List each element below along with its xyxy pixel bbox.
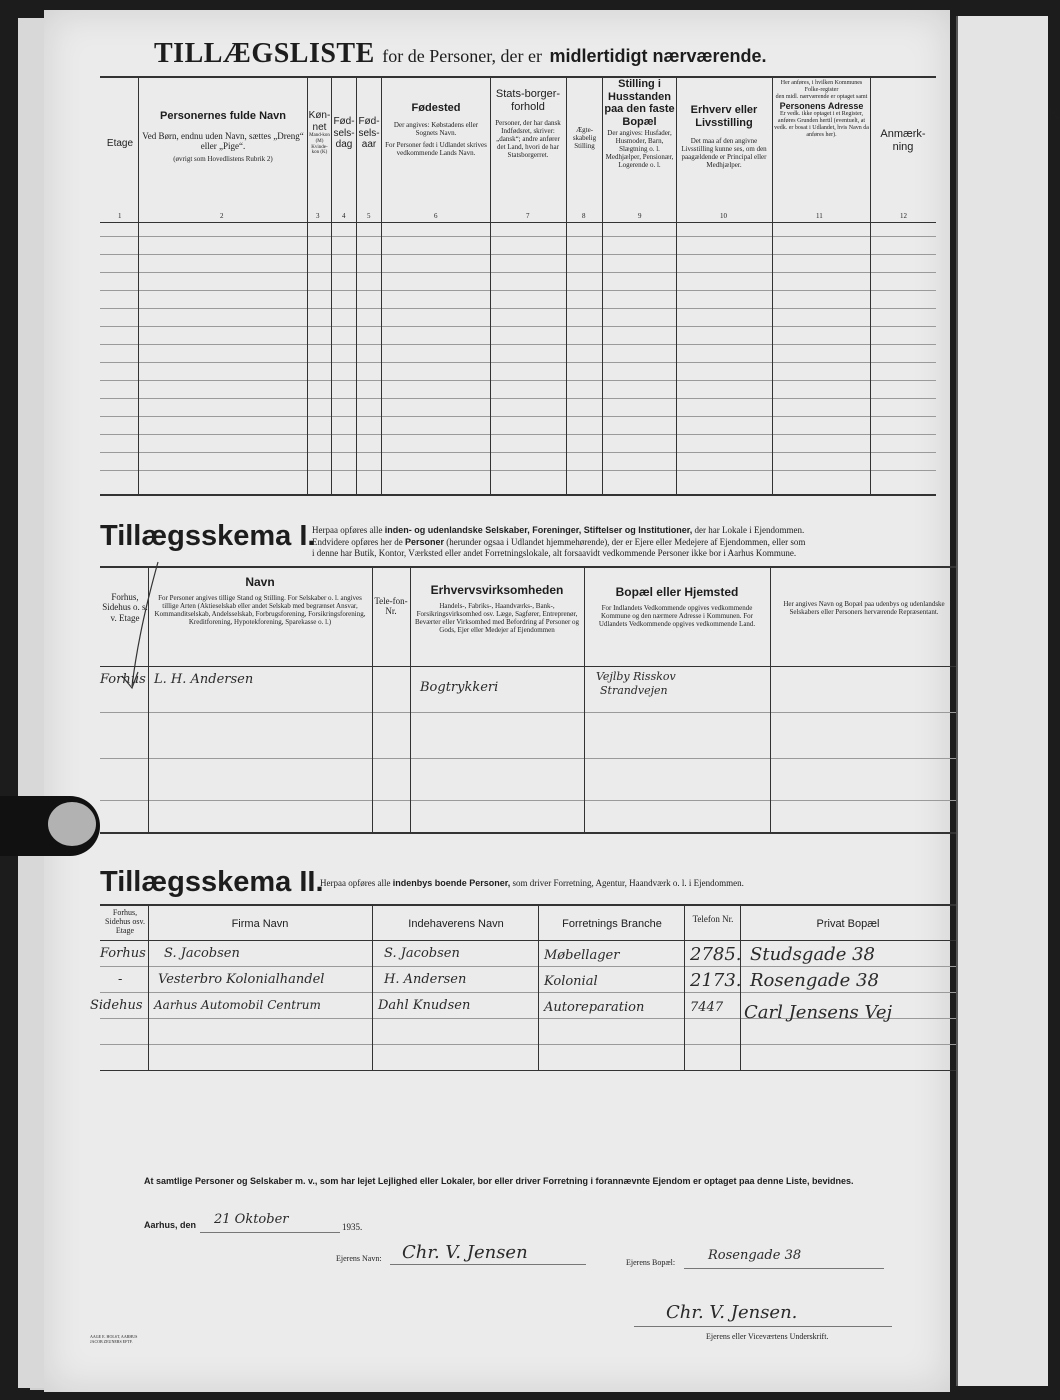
owner-address-label: Ejerens Bopæl: [626,1258,676,1267]
col-etage-header: Etage [106,138,134,149]
col-birthplace-header: Fødested Der angives: Købstadens eller Sognets Navn. For Personer født i Udlandet skrives vedkommende Lands Navn. [385,102,487,157]
col-birthyear-header: Fød-sels-aar [358,116,380,150]
col-num: 8 [582,212,586,220]
col-num: 10 [720,212,727,220]
col-num: 7 [526,212,530,220]
s1-row-business: Bogtrykkeri [420,680,499,695]
col-num: 3 [316,212,320,220]
s1-col-representative: Her angives Navn og Bopæl paa udenbys og udenlandske Selskabers eller Personers herværende Repræsentant. [783,600,945,617]
s2-col-telephone: Telefon Nr. [692,914,734,924]
s2-col-etage: Forhus, Sidehus osv. Etage [105,908,145,936]
col-num: 5 [367,212,371,220]
owner-name-value: Chr. V. Jensen [402,1242,528,1263]
col-num: 6 [434,212,438,220]
col-num: 4 [342,212,346,220]
printer-imprint: AAGE E. HOLST, AARHUS JACOB ZEUNERS EFTF. [90,1334,138,1345]
col-num: 12 [900,212,907,220]
s1-col-etage: Forhus, Sidehus o. s. v. Etage [102,592,148,623]
col-remarks-header: Anmærk-ning [880,128,926,153]
next-page-letter: K [1048,106,1060,123]
next-page-edge [956,16,1060,1386]
col-birthday-header: Fød-sels-dag [333,116,355,150]
schema2-title: Tillægsskema II. [100,866,324,898]
col-register-header: Her anføres, i hvilken Kommunes Folke-register den midl. nærværende er optaget samt Personens Adresse Er vedk. ikke optaget i et Register, anføres Grunden hertil (eventuelt, at vedk. er bosat i Udlandet, hvis Navn da anføres her). [774,80,869,138]
owner-name-label: Ejerens Navn: [336,1254,382,1263]
place-label: Aarhus, den [144,1220,197,1230]
s1-col-name: Navn For Personer angives tillige Stand og Stilling. For Selskaber o. l. angives tillige Arten (Aktieselskab eller andet Selskab med begrænset Ansvar, Kommanditselskab, Andelsselskab, Forbrugsforening, Forsikringsforening, Kreditforening, Hypotekforening, Sparekasse o. l.) [154,575,366,626]
s1-row-residence-2: Strandvejen [600,684,668,697]
signature-value: Chr. V. Jensen. [666,1302,798,1323]
title-main: TILLÆGSLISTE [154,38,375,69]
page-title [154,38,767,70]
s1-row-etage: Forhus [100,672,146,687]
s1-row-name: L. H. Andersen [154,672,254,687]
s1-col-telephone: Tele-fon-Nr. [374,596,408,617]
title-bold: midlertidigt nærværende. [549,46,767,66]
s2-col-owner: Indehaverens Navn [408,918,504,930]
col-citizenship-header: Stats-borger-forhold Personer, der har dansk Indfødsret, skriver: „dansk“; andre anfører det Land, hvori de har Statsborgerret. [495,88,561,160]
schema2-description: Herpaa opføres alle indenbys boende Personer, som driver Forretning, Agentur, Haandværk o. l. i Ejendommen. [320,878,744,888]
s1-col-residence: Bopæl eller Hjemsted For Indlandets Vedkommende opgives vedkommende Kommune og den nærmere Adresse i Kommunen. For Udlandets Vedkommende opgives vedkommende Land. [598,585,756,628]
col-num: 1 [118,212,122,220]
col-num: 9 [638,212,642,220]
col-gender-header: Køn-net Mand-kon (M) Kvinde-kon (K) [308,110,331,156]
signature-label: Ejerens eller Viceværtens Underskrift. [706,1332,829,1341]
col-marital-header: Ægte-skabelig Stilling [572,126,597,151]
attestation-statement: At samtlige Personer og Selskaber m. v., som har lejet Lejlighed eller Lokaler, bor eller driver Forretning i forannævnte Ejendom er optaget paa denne Liste, bevidnes. [144,1176,854,1186]
date-value: 21 Oktober [214,1212,289,1227]
finger-holding-page [0,796,100,856]
s1-row-residence-1: Vejlby Risskov [596,670,676,683]
form-page: TILLÆGSLISTE for de Personer, der er midlertidigt nærværende. Etage Personernes fulde Navn Ved Børn, endnu uden Navn, sættes „Dreng“ eller „Pige“. (øvrigt som Hovedlistens Rubrik 2) Køn-net Mand-kon (M) Kvinde-kon (K) Fød-sels-dag Fød-sels-aar Fødested Der angives: Købstadens eller Sognets Navn. For Personer født i Udlandet skrives vedkommende Lands Navn. Stats-borger-forhold Personer, der har dansk Indfødsret, skriver: „dansk“; andre anfører det Land, hvori de har Statsborgerret. Ægte-skabelig Stilling Stilling i Husstanden paa den faste Bopæl Der angives: Husfader, Husmoder, Barn, Slægtning o. l. Medhjælper, Pensionær, Logerende o. l. Erhverv eller Livsstilling Det maa af den angivne Livsstilling kunne ses, om den paagældende er Principal eller Medhjælper. Her anføres, i hvilken Kommunes Folke-register den midl. nærværende er optaget samt Personens Adresse Er vedk. ikke optaget i et Register, anføres Grunden hertil (eventuelt, at vedk. er bosat i Udlandet, hvis Navn da anføres her). Anmærk-ning 1 2 3 4 5 6 7 8 9 10 11 12 Tillægsskema I. Herpaa opføres alle inden- og udenlandske Selskaber, Foreninger, Stiftelser og Institutioner, der har Lokale i Ejendommen. Endvidere opføres her de Personer (herunder ogsaa i Udlandet hjemmehørende), der er Ejere eller Medejere af Ejendommen, eller som i denne har Butik, Kontor, Værksted eller andet Forretningslokale, alt forsaavidt vedkommende Personer ikke bor i Aarhus Kommune. Forhus, Sidehus o. s. v. Etage Navn For Personer angives tillige Stand og Stilling. For Selskaber o. l. angives tillige Arten (Aktieselskab eller andet Selskab med begrænset Ansvar, Kommanditselskab, Andelsselskab, Forbrugsforening, Forsikringsforening, Kreditforening, Hypotekforening, Sparekasse o. l.) Tele-fon-Nr. Erhvervsvirksomheden Handels-, Fabriks-, Haandværks-, Bank-, Forsikringsvirksomhed osv. Læge, Sagfører, Entreprenør, Beværter eller Virksomhed med Befordring af Personer og Gods, Ejer eller Medejer af Ejendommen Bopæl eller Hjemsted For Indlandets Vedkommende opgives vedkommende Kommune og den nærmere Adresse i Kommunen. For Udlandets Vedkommende opgives vedkommende Land. Her angives Navn og Bopæl paa udenbys og udenlandske Selskabers eller Personers herværende Repræsentant. Forhus L. H. Andersen Bogtrykkeri Vejlby Risskov Strandvejen Tillægsskema II. Herpaa opføres alle indenbys boende Personer, som driver Forretning, Agentur, Haandværk o. l. i Ejendommen. Forhus, Sidehus osv. Etage Firma Navn Indehaverens Navn Forretnings Branche Telefon Nr. Privat Bopæl Forhus S. Jacobsen S. Jacobsen Møbellager 2785. Studsgade 38 - Vesterbro Kolonialhandel H. Andersen Kolonial 2173. Rosengade 38 Sidehus Aarhus Automobil Centrum Dahl Knudsen Autoreparation 7447 Carl Jensens Vej At samtlige Personer og Selskaber m. v., som har lejet Lejlighed eller Lokaler, bor eller driver Forretning i forannævnte Ejendom er optaget paa denne Liste, bevidnes. Aarhus, den 21 Oktober 1935. Ejerens Navn: Chr. V. Jensen Ejerens Bopæl: Rosengade 38 Chr. V. Jensen. Ejerens eller Viceværtens Underskrift. AAGE E. HOLST, AARHUS JACOB ZEUNERS EFTF. [44,10,950,1392]
title-mid: for de Personer, der er [382,46,542,66]
schema1-title: Tillægsskema I. [100,520,316,552]
year: 1935. [342,1222,363,1232]
owner-address-value: Rosengade 38 [708,1248,802,1263]
schema1-description: Herpaa opføres alle inden- og udenlandske Selskaber, Foreninger, Stiftelser og Institutioner, der har Lokale i Ejendommen. Endvidere opføres her de Personer (herunder ogsaa i Udlandet hjemmehørende), der er Ejere eller Medejere af Ejendommen, eller som i denne har Butik, Kontor, Værksted eller andet Forretningslokale, alt forsaavidt vedkommende Personer ikke bor i Aarhus Kommune. [312,525,806,559]
s1-col-business: Erhvervsvirksomheden Handels-, Fabriks-, Haandværks-, Bank-, Forsikringsvirksomhed osv. Læge, Sagfører, Entreprenør, Beværter eller Virksomhed med Befordring af Personer og Gods, Ejer eller Medejer af Ejendommen [414,583,580,634]
col-num: 2 [220,212,224,220]
s2-col-address: Privat Bopæl [816,918,880,930]
s2-col-branch: Forretnings Branche [562,918,662,930]
col-name-header: Personernes fulde Navn Ved Børn, endnu uden Navn, sættes „Dreng“ eller „Pige“. (øvrigt som Hovedlistens Rubrik 2) [142,110,304,164]
col-occupation-header: Erhverv eller Livsstilling Det maa af den angivne Livsstilling kunne ses, om den paagældende er Principal eller Medhjælper. [681,104,767,170]
s2-col-firm: Firma Navn [231,918,289,930]
col-num: 11 [816,212,823,220]
col-household-header: Stilling i Husstanden paa den faste Bopæl Der angives: Husfader, Husmoder, Barn, Slægtning o. l. Medhjælper, Pensionær, Logerende o. l. [604,78,675,169]
